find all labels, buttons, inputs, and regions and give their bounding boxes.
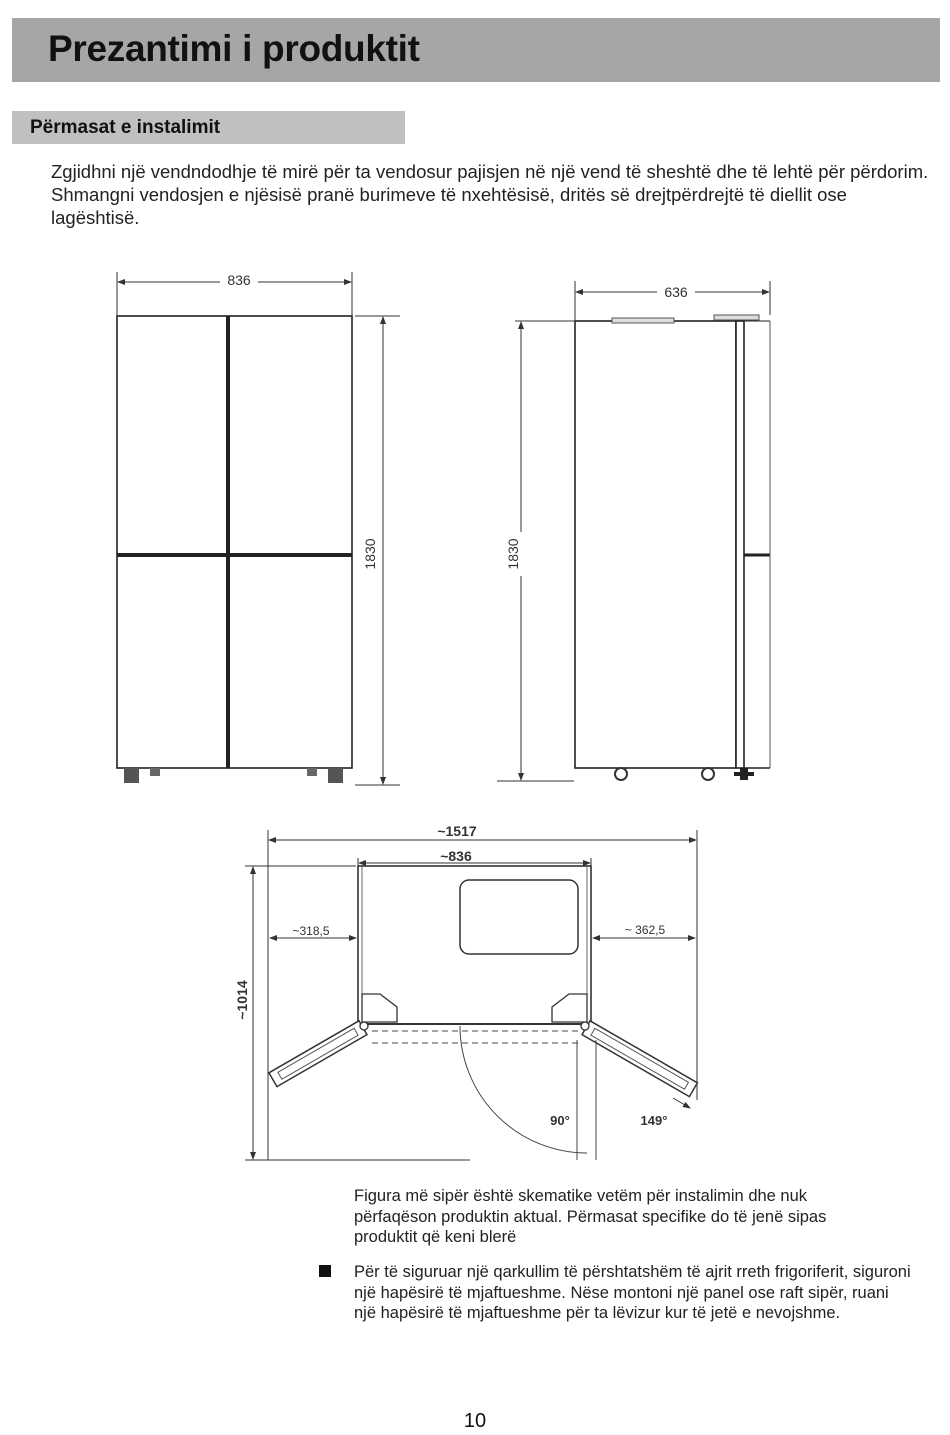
- front-height-label: 1830: [362, 538, 378, 570]
- angle-90-label: 90°: [550, 1113, 570, 1128]
- side-view-drawing: [497, 281, 770, 781]
- front-width-label: 836: [227, 272, 251, 288]
- angle-149-label: 149°: [640, 1113, 668, 1128]
- clearance-note: Për të siguruar një qarkullim të përshtatshëm të ajrit rreth frigoriferit, siguroni një hapësirë të mjaftueshme. Nëse montoni një panel ose raft sipër, ruani një hapësirë të mjaftueshme për ta lëvizur kur të jetë e nevojshme.: [354, 1263, 911, 1322]
- front-view-drawing: [117, 271, 400, 785]
- top-depth-label: ~1014: [234, 980, 250, 1020]
- top-body-width-label: ~836: [440, 848, 472, 864]
- top-view-drawing: [245, 830, 697, 1160]
- page-number: 10: [463, 1410, 487, 1432]
- left-clearance-label: ~318,5: [292, 924, 330, 938]
- bullet-square-icon: [319, 1265, 331, 1277]
- section-title: Përmasat e instalimit: [30, 117, 221, 138]
- side-height-label: 1830: [505, 538, 521, 570]
- intro-paragraph: Zgjidhni një vendndodhje të mirë për ta vendosur pajisjen në një vend të sheshtë dhe të lehtë për përdorim. Shmangni vendosjen e njësisë pranë burimeve të nxehtësisë, dritës së drejtpërdrejtë të diellit ose lagështisë.: [51, 161, 929, 228]
- figure-caption: Figura më sipër është skematike vetëm për instalimin dhe nuk përfaqëson produktin aktual. Përmasat specifike do të jenë sipas produktit që keni blerë: [354, 1187, 827, 1246]
- right-clearance-label: ~ 362,5: [624, 923, 666, 937]
- top-total-width-label: ~1517: [437, 823, 477, 839]
- page-title: Prezantimi i produktit: [48, 28, 420, 69]
- side-depth-label: 636: [664, 284, 688, 300]
